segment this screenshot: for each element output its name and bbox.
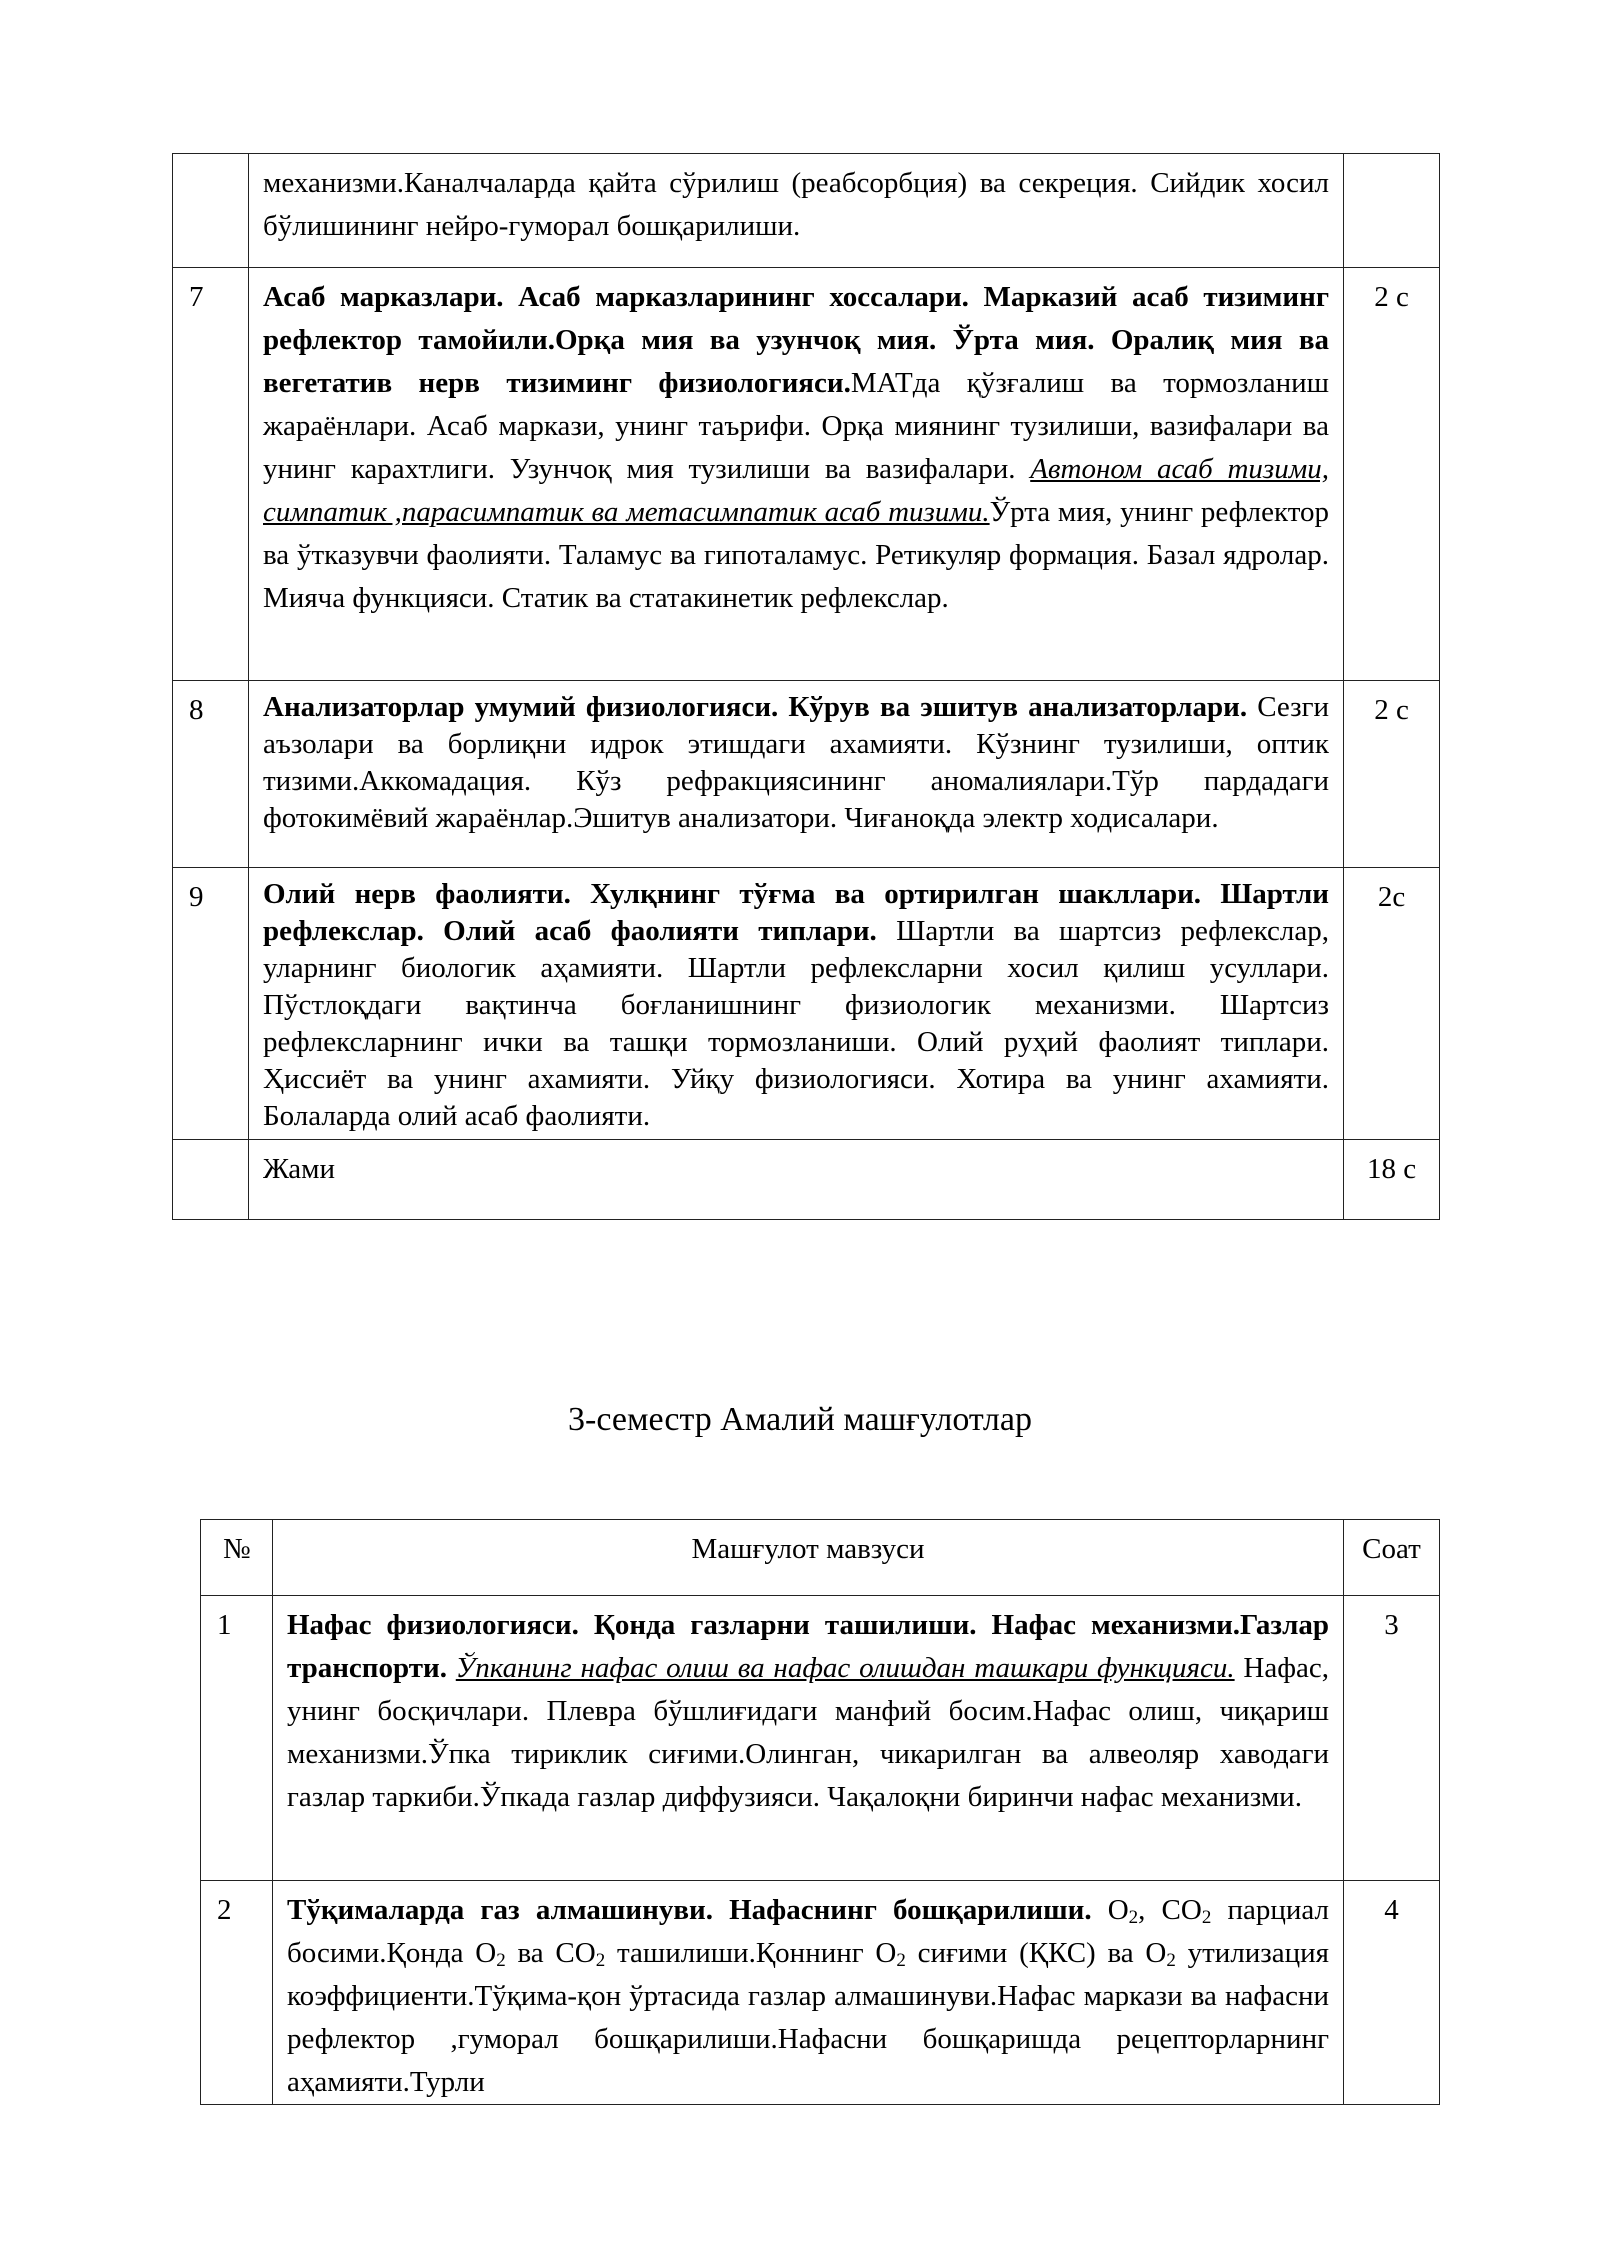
subscript: 2 bbox=[1166, 1950, 1176, 1971]
table-row bbox=[173, 1140, 1440, 1220]
plain-text: Нафас, унинг босқичлари. Плевра бўшлиғидаги манфий босим.Нафас олиш, чиқариш механизми.Ўпка тириклик сиғими.Олинган, чикарилган ва алвеоляр хаводаги газлар таркиби.Ўпкада газлар диффузияси. Чақалоқни биринчи нафас механизми. bbox=[287, 1652, 1329, 1813]
subscript: 2 bbox=[896, 1950, 906, 1971]
plain-text: , CO bbox=[1138, 1894, 1202, 1926]
table-row bbox=[173, 868, 1440, 1140]
plain-text: парциал босими.Қонда O bbox=[287, 1894, 1329, 1969]
plain-text: Жами bbox=[263, 1153, 336, 1185]
row-number: 1 bbox=[201, 1596, 273, 1881]
topic-cell bbox=[249, 681, 1344, 868]
row-number: 2 bbox=[201, 1881, 273, 2105]
total-label bbox=[249, 1140, 1344, 1220]
plain-text: МАТда қўзғалиш ва тормозланиш жараёнлари. Асаб маркази, унинг таърифи. Орқа миянинг тузилиши, вазифалари ва унинг карахтлиги. Узунчоқ мия тузилиши ва вазифалари. bbox=[263, 367, 1330, 485]
plain-text: ва CO bbox=[505, 1937, 596, 1969]
table-header-row bbox=[201, 1520, 1440, 1596]
hours-cell: 2 с bbox=[1344, 268, 1440, 681]
hours-cell: 2 с bbox=[1344, 681, 1440, 868]
header-topic: Машғулот мавзуси bbox=[273, 1520, 1344, 1596]
plain-text: O bbox=[1091, 1894, 1129, 1926]
plain-text: ташилиши.Қоннинг O bbox=[605, 1937, 897, 1969]
topic-cell bbox=[249, 268, 1344, 681]
topic-cell bbox=[249, 868, 1344, 1140]
plain-text: утилизация коэффициенти.Тўқима-қон ўртасида газлар алмашинуви.Нафас маркази ва нафасни рефлектор ,гуморал бошқарилиши.Нафасни бошқаришда рецепторларнинг аҳамияти.Турли bbox=[287, 1937, 1330, 2098]
plain-text: Сезги аъзолари ва борлиқни идрок этишдаги ахамияти. Кўзнинг тузилиши, оптик тизими.Аккомадация. Кўз рефракциясининг аномалиялари.Тўр пардадаги фотокимёвий жараёнлар.Эшитув анализатори. Чиғаноқда электр ходисалари. bbox=[263, 691, 1330, 834]
hours-cell: 4 bbox=[1344, 1881, 1440, 2105]
table-row bbox=[201, 1881, 1440, 2105]
plain-text: сиғими (ҚКС) ва O bbox=[905, 1937, 1167, 1969]
hours-cell: 2с bbox=[1344, 868, 1440, 1140]
topic-cell bbox=[273, 1881, 1344, 2105]
bold-text: Олий нерв фаолияти. Хулқнинг тўғма ва ортирилган шакллари. Шартли рефлекслар. Олий асаб фаолияти типлари. bbox=[263, 878, 1329, 947]
header-num: № bbox=[201, 1520, 273, 1596]
row-number bbox=[173, 154, 249, 268]
underlined-text: Автоном асаб тизими, симпатик ,парасимпатик ва метасимпатик асаб тизими. bbox=[263, 453, 1329, 528]
table-row bbox=[173, 681, 1440, 868]
subscript: 2 bbox=[595, 1950, 606, 1971]
underlined-text: Ўпканинг нафас олиш ва нафас олишдан ташкари функцияси. bbox=[455, 1652, 1235, 1684]
bold-text: Нафас физиологияси. Қонда газларни ташилиши. Нафас механизми.Газлар транспорти. bbox=[287, 1609, 1329, 1684]
plain-text: механизми.Каналчаларда қайта сўрилиш (реабсорбция) ва секреция. Сийдик хосил бўлишининг нейро-гуморал бошқарилиши. bbox=[263, 167, 1329, 242]
bold-text: Асаб марказлари. Асаб марказларининг хоссалари. Марказий асаб тизиминг рефлектор тамойили.Орқа мия ва узунчоқ мия. Ўрта мия. Оралиқ мия ва вегетатив нерв тизиминг физиологияси. bbox=[263, 281, 1329, 399]
table-row bbox=[173, 154, 1440, 268]
plain-text: Шартли ва шартсиз рефлекслар, уларнинг биологик аҳамияти. Шартли рефлексларни хосил қилиш усуллари. Пўстлоқдаги вақтинча боғланишнинг физиологик механизми. Шартсиз рефлексларнинг ички ва ташқи тормозланиши. Олий руҳий фаолият типлари. Ҳиссиёт ва унинг ахамияти. Уйқу физиологияси. Хотира ва унинг ахамияти. Болаларда олий асаб фаолияти. bbox=[263, 915, 1329, 1132]
subscript: 2 bbox=[1128, 1907, 1139, 1928]
row-number bbox=[173, 1140, 249, 1220]
topic-cell bbox=[249, 154, 1344, 268]
hours-cell: 3 bbox=[1344, 1596, 1440, 1881]
row-number: 8 bbox=[173, 681, 249, 868]
topic-cell bbox=[273, 1596, 1344, 1881]
table-row bbox=[173, 268, 1440, 681]
hours-cell bbox=[1344, 154, 1440, 268]
lectures-table bbox=[172, 153, 1440, 1220]
table-row bbox=[201, 1596, 1440, 1881]
subscript: 2 bbox=[496, 1950, 506, 1971]
subscript: 2 bbox=[1201, 1907, 1212, 1928]
section-title: 3-семестр Амалий машғулотлар bbox=[568, 1401, 1032, 1438]
bold-text: Тўқималарда газ алмашинуви. Нафаснинг бошқарилиши. bbox=[287, 1894, 1092, 1926]
plain-text: Ўрта мия, унинг рефлектор ва ўтказувчи фаолияти. Таламус ва гипоталамус. Ретикуляр формация. Базал ядролар. Мияча функцияси. Статик ва статакинетик рефлекслар. bbox=[263, 496, 1329, 614]
bold-text: Анализаторлар умумий физиологияси. Кўрув ва эшитув анализаторлари. bbox=[263, 691, 1248, 723]
total-hours: 18 с bbox=[1344, 1140, 1440, 1220]
row-number: 7 bbox=[173, 268, 249, 681]
header-hours: Соат bbox=[1344, 1520, 1440, 1596]
practical-table bbox=[200, 1519, 1440, 2105]
row-number: 9 bbox=[173, 868, 249, 1140]
